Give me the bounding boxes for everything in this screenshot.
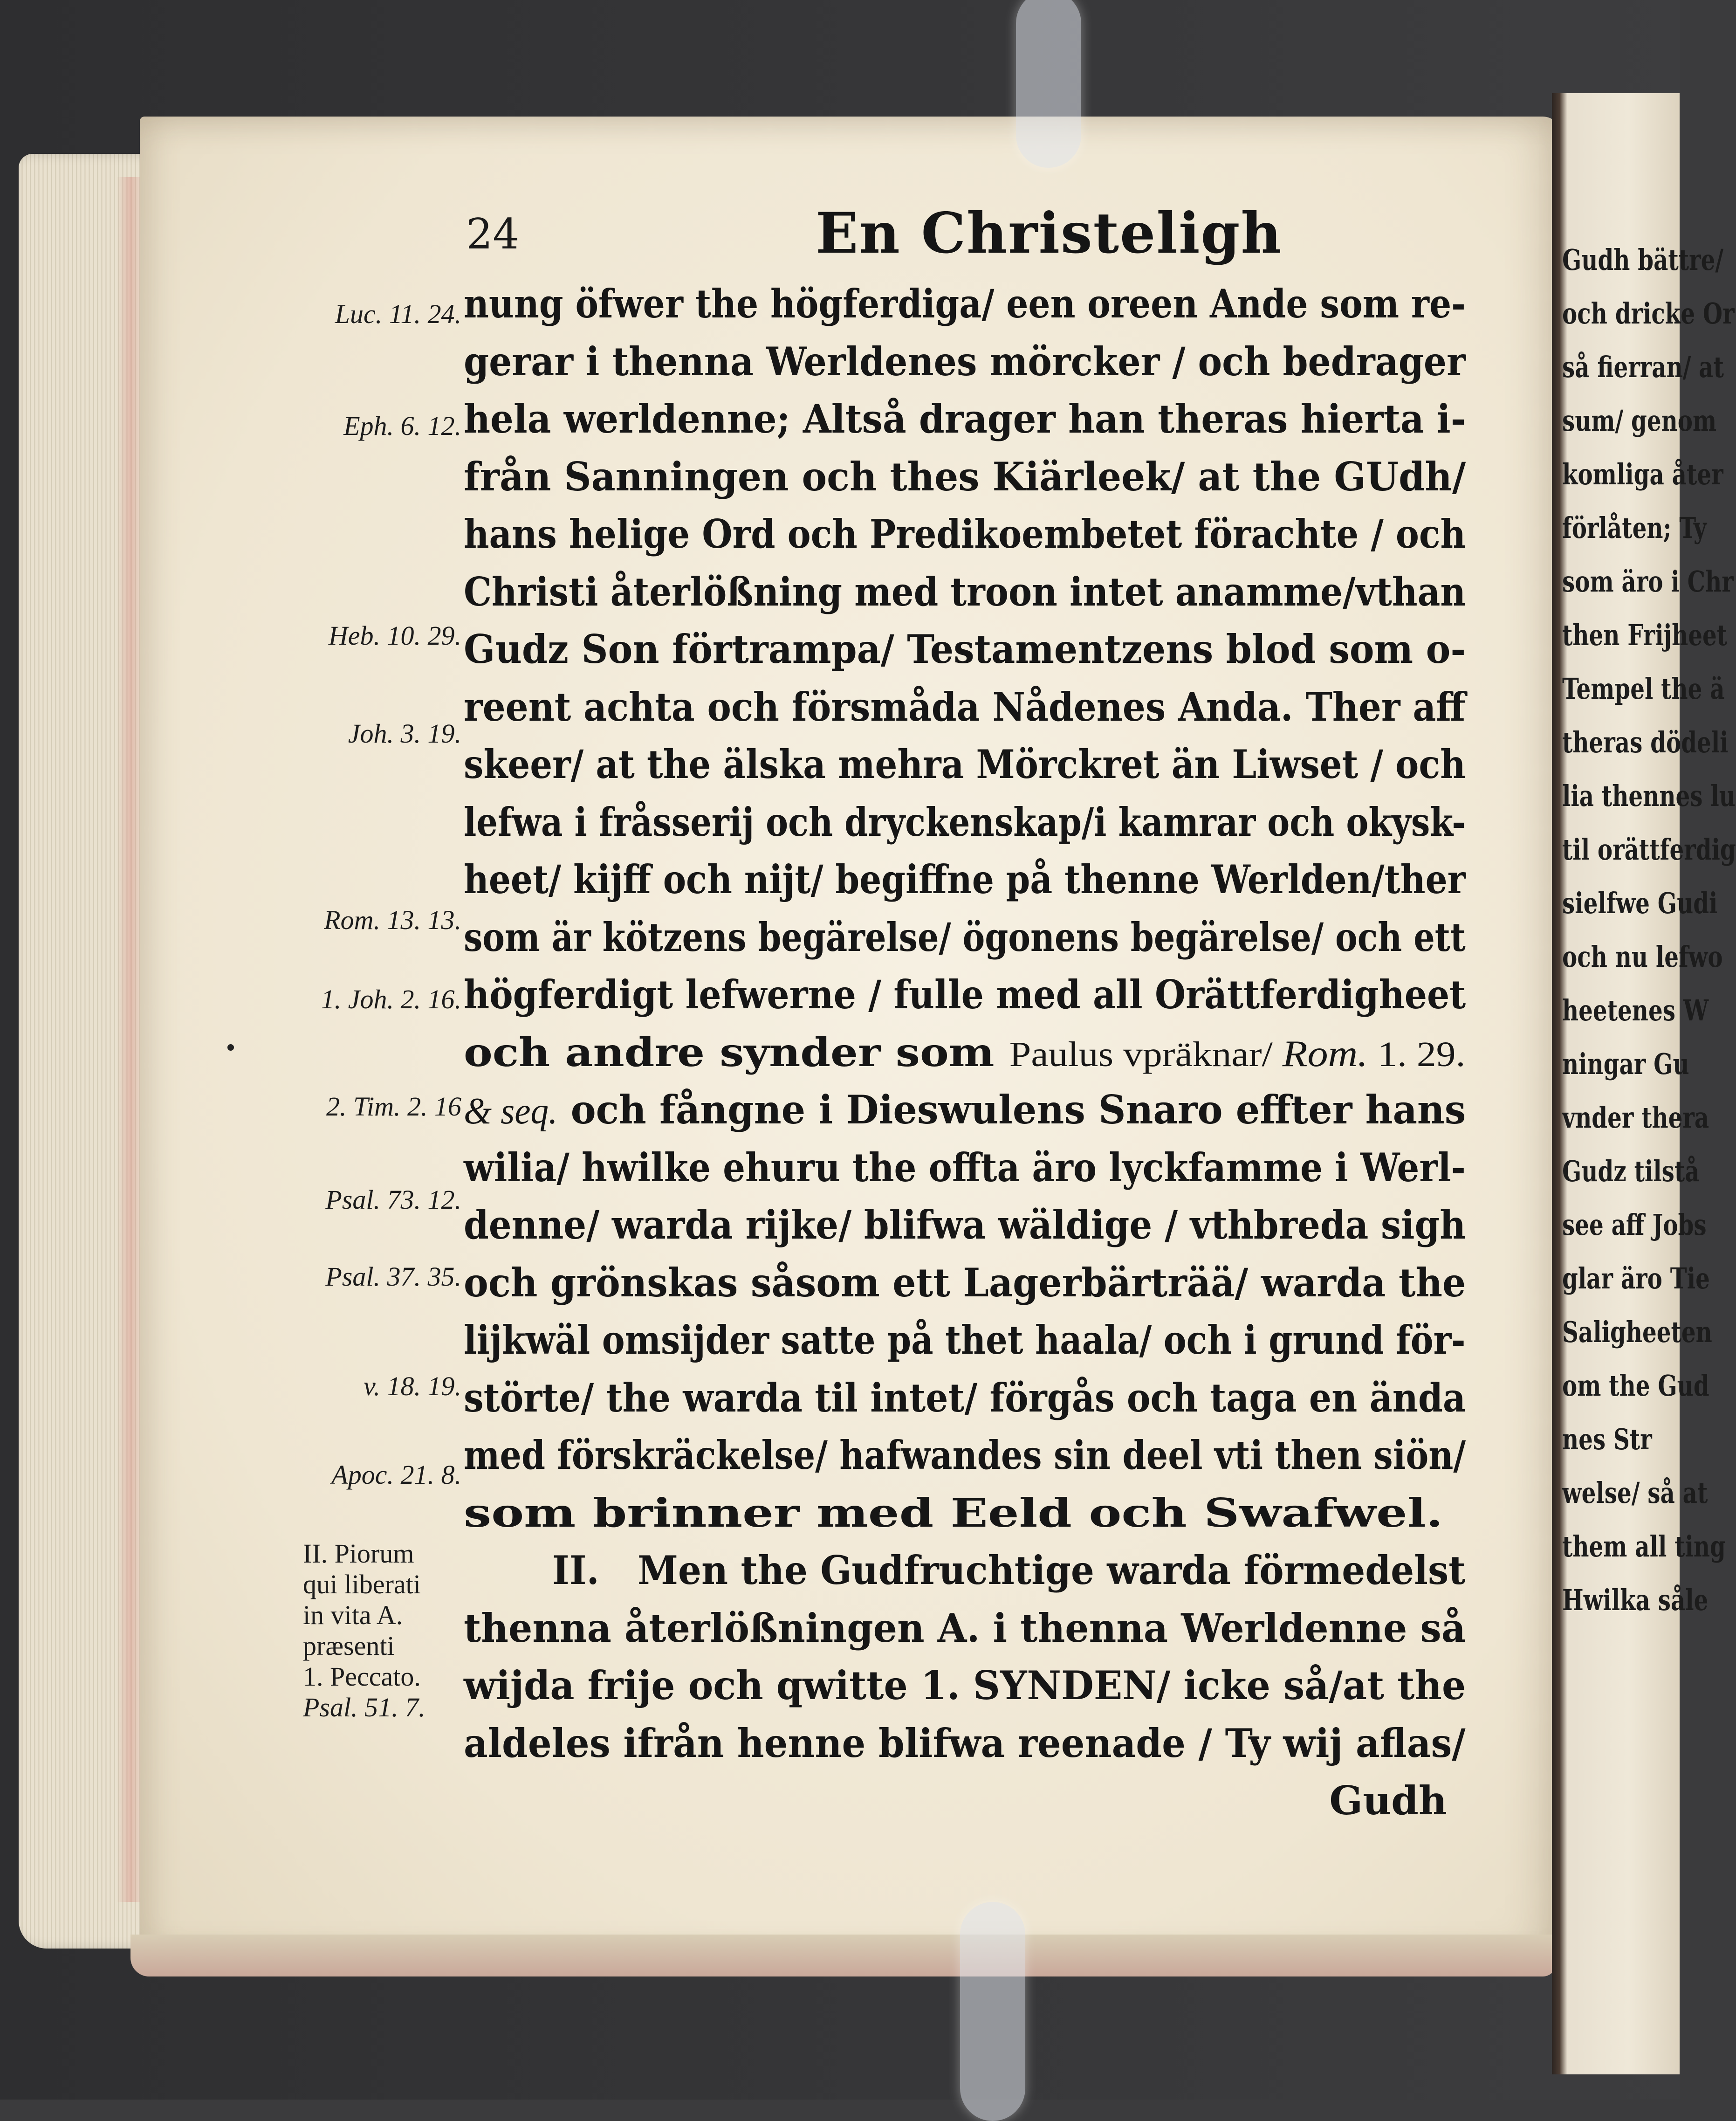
facing-page-line: nes Str bbox=[1562, 1422, 1652, 1456]
section-heading-line: II. Men the Gudfruchtige warda förmedelst bbox=[552, 1547, 1466, 1593]
margin-note: II. Piorum qui liberati in vita A. præsenti 1. Peccato. Psal. 51. 7. bbox=[303, 1538, 425, 1722]
text-line: & seq. och fångne i Dieswulens Snaro effter hans bbox=[464, 1087, 1466, 1133]
margin-reference: Heb. 10. 29. bbox=[328, 620, 461, 651]
page-bottom-edge bbox=[130, 1935, 1557, 1976]
text-line: högferdigt lefwerne / fulle med all Orättferdigheet bbox=[464, 971, 1466, 1018]
facing-page-line: förlåten; Ty bbox=[1562, 511, 1707, 545]
text-line: störte/ the warda til intet/ förgås och taga en ända bbox=[464, 1374, 1466, 1421]
text-line: hela werldenne; Altså drager han theras hierta i- bbox=[464, 396, 1466, 442]
facing-page-line: ningar Gu bbox=[1562, 1047, 1689, 1081]
margin-reference: v. 18. 19. bbox=[364, 1371, 461, 1401]
text-line: Christi återlößning med troon intet anamme/vthan bbox=[464, 568, 1466, 615]
facing-page-line: them all ting bbox=[1562, 1529, 1726, 1563]
text-line: och grönskas såsom ett Lagerbärträä/ warda the bbox=[464, 1259, 1466, 1306]
text-line: nung öfwer the högferdiga/ een oreen Ande som re- bbox=[464, 281, 1466, 327]
margin-reference: Psal. 37. 35. bbox=[325, 1261, 461, 1292]
facing-page-line: welse/ så at bbox=[1562, 1476, 1708, 1510]
facing-page-line: glar äro Tie bbox=[1562, 1261, 1710, 1295]
page-header bbox=[466, 200, 1468, 266]
facing-page-line: Saligheeten bbox=[1562, 1315, 1712, 1349]
margin-reference: Joh. 3. 19. bbox=[348, 718, 461, 749]
text-line: gerar i thenna Werldenes mörcker / och bedrager bbox=[464, 338, 1466, 385]
ink-spot bbox=[227, 1044, 234, 1051]
facing-page-line: och nu lefwo bbox=[1562, 940, 1723, 974]
margin-reference: Luc. 11. 24. bbox=[335, 299, 461, 329]
text-line: och andre synder som Paulus vpräknar/ Rom. 1. 29. bbox=[464, 1029, 1466, 1075]
text-line: skeer/ at the älska mehra Mörckret än Liwset / och bbox=[464, 741, 1466, 787]
facing-page-line: som äro i Chr bbox=[1562, 565, 1734, 599]
margin-reference: Psal. 73. 12. bbox=[325, 1184, 461, 1215]
text-line: lefwa i fråsserij och dryckenskap/i kamrar och okysk- bbox=[464, 799, 1466, 845]
facing-page-line: sum/ genom bbox=[1562, 404, 1717, 438]
text-line: som brinner med Eeld och Swafwel. bbox=[464, 1489, 1443, 1536]
text-line: wijda frije och qwitte 1. SYNDEN/ icke så/at the bbox=[464, 1662, 1466, 1708]
text-line: heet/ kijff och nijt/ begiffne på thenne Werlden/ther bbox=[464, 856, 1466, 902]
facing-page-line: lia thennes lu bbox=[1562, 779, 1736, 813]
facing-page-line: vnder thera bbox=[1562, 1101, 1709, 1135]
facing-page-line: see aff Jobs bbox=[1562, 1208, 1707, 1242]
facing-page bbox=[1552, 93, 1736, 2074]
running-title: En Christeligh bbox=[816, 200, 1283, 266]
facing-page-line: Hwilka såle bbox=[1562, 1583, 1709, 1617]
text-line: hans helige Ord och Predikoembetet förachte / och bbox=[464, 511, 1466, 557]
facing-page-line: Gudh bättre/ bbox=[1562, 243, 1724, 277]
facing-page-line: komliga åter bbox=[1562, 457, 1723, 491]
facing-page-line: och dricke Or bbox=[1562, 296, 1735, 331]
facing-page-line: sielfwe Gudi bbox=[1562, 886, 1718, 920]
text-line: reent achta och försmåda Nådenes Anda. Ther aff bbox=[464, 683, 1466, 730]
margin-reference: 1. Joh. 2. 16. bbox=[321, 984, 461, 1014]
facing-page-line: om the Gud bbox=[1562, 1369, 1709, 1403]
clip-top-icon bbox=[1016, 0, 1081, 168]
facing-page-text bbox=[1562, 233, 1736, 1627]
facing-page-line: til orättferdig bbox=[1562, 833, 1736, 867]
text-line: thenna återlößningen A. i thenna Werldenne så bbox=[464, 1605, 1466, 1651]
facing-page-line: Tempel the ä bbox=[1562, 672, 1725, 706]
margin-reference: 2. Tim. 2. 16 bbox=[326, 1091, 461, 1122]
body-text bbox=[464, 275, 1484, 1830]
text-line: denne/ warda rijke/ blifwa wäldige / vthbreda sigh bbox=[464, 1202, 1466, 1248]
margin-reference: Rom. 13. 13. bbox=[324, 905, 461, 935]
catchword: Gudh bbox=[1329, 1777, 1447, 1824]
text-line: från Sanningen och thes Kiärleek/ at the GUdh/ bbox=[464, 453, 1466, 500]
catchword-line bbox=[464, 1772, 1484, 1830]
margin-reference: Apoc. 21. 8. bbox=[331, 1460, 461, 1490]
page-number: 24 bbox=[466, 210, 520, 259]
facing-page-line: Gudz tilstå bbox=[1562, 1154, 1700, 1188]
text-line: Gudz Son förtrampa/ Testamentzens blod som o- bbox=[464, 626, 1466, 672]
text-line: lijkwäl omsijder satte på thet haala/ och i grund för- bbox=[464, 1317, 1466, 1363]
facing-page-line: så fierran/ at bbox=[1562, 350, 1724, 384]
facing-page-line: theras dödeli bbox=[1562, 725, 1729, 759]
text-line: som är kötzens begärelse/ ögonens begärelse/ och ett bbox=[464, 914, 1466, 960]
clip-bottom-icon bbox=[960, 1902, 1025, 2121]
facing-page-line: then Frijheet bbox=[1562, 618, 1728, 652]
facing-page-line: heetenes W bbox=[1562, 993, 1709, 1027]
text-line: aldeles ifrån henne blifwa reenade / Ty wij aflas/ bbox=[464, 1720, 1466, 1766]
margin-reference: Eph. 6. 12. bbox=[343, 411, 461, 441]
text-line: wilia/ hwilke ehuru the offta äro lyckfamme i Werl- bbox=[464, 1144, 1466, 1191]
text-line: med förskräckelse/ hafwandes sin deel vti then siön/ bbox=[464, 1432, 1466, 1478]
